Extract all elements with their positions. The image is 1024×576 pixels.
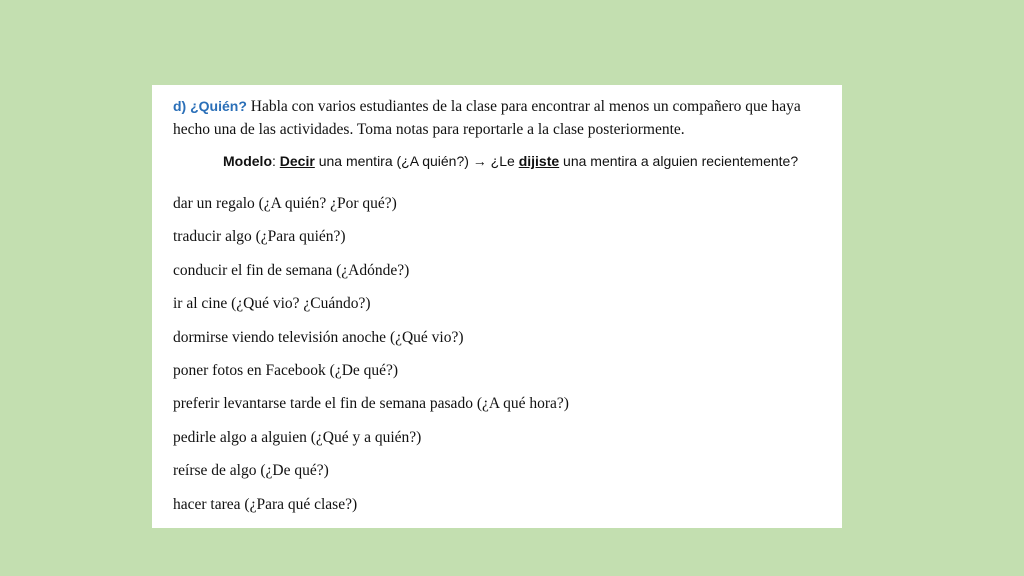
list-item: traducir algo (¿Para quién?) xyxy=(173,228,346,246)
list-item: dar un regalo (¿A quién? ¿Por qué?) xyxy=(173,195,397,212)
document-page xyxy=(152,85,842,528)
model-colon: : xyxy=(272,153,280,169)
model-question-start: ¿Le xyxy=(486,153,519,169)
list-item: ir al cine (¿Qué vio? ¿Cuándo?) xyxy=(173,295,371,313)
list-item: hacer tarea (¿Para qué clase?) xyxy=(173,495,358,513)
activity-prompt xyxy=(173,95,832,141)
model-verb: Decir xyxy=(279,153,315,169)
list-item: pedirle algo a alguien (¿Qué y a quién?) xyxy=(173,428,422,446)
model-phrase: una mentira (¿A quién?) xyxy=(314,153,473,169)
prompt-text: Habla con varios estudiantes de la clase para encontrar al menos un compañero que haya hecho una de las actividades. Toma notas para reportarle a la clase posteriormente. xyxy=(173,98,801,138)
model-question-end: una mentira a alguien recientemente? xyxy=(559,153,799,169)
model-verb-conjugated: dijiste xyxy=(518,153,560,169)
model-label: Modelo xyxy=(223,153,272,169)
list-item: preferir levantarse tarde el fin de semana pasado (¿A qué hora?) xyxy=(173,395,569,413)
prompt-label: d) ¿Quién? xyxy=(173,98,247,114)
model-example xyxy=(223,150,832,173)
activity-list xyxy=(173,194,832,528)
arrow-icon: → xyxy=(472,153,487,169)
list-item: dormirse viendo televisión anoche (¿Qué vio?) xyxy=(173,328,464,346)
list-item: poner fotos en Facebook (¿De qué?) xyxy=(173,361,399,379)
list-item: conducir el fin de semana (¿Adónde?) xyxy=(173,261,410,279)
list-item: reírse de algo (¿De qué?) xyxy=(173,462,329,480)
